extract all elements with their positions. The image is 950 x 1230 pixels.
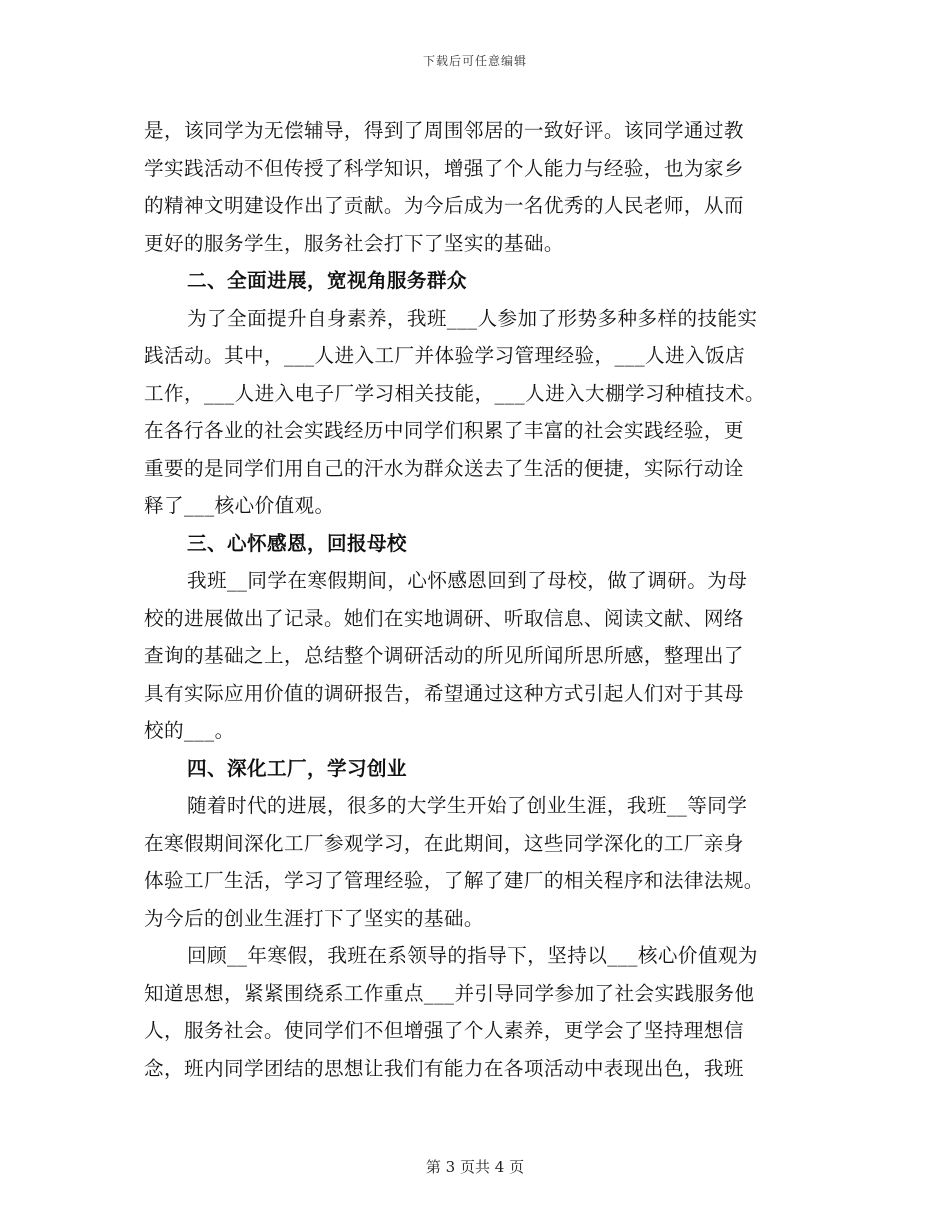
text-line: 校的进展做出了记录。她们在实地调研、听取信息、阅读文献、网络 <box>144 606 744 630</box>
text-line: 在各行各业的社会实践经历中同学们积累了丰富的社会实践经验，更 <box>144 419 744 442</box>
text-line: 释了___核心价值观。 <box>144 494 335 517</box>
text-line: 工作，___人进入电子厂学习相关技能，___人进入大棚学习种植技术。 <box>144 381 766 405</box>
text-line: 重要的是同学们用自己的汗水为群众送去了生活的便捷，实际行动诠 <box>144 456 744 480</box>
text-line: 学实践活动不但传授了科学知识，增强了个人能力与经验，也为家乡 <box>144 156 744 180</box>
text-line: 在寒假期间深化工厂参观学习，在此期间，这些同学深化的工厂亲身 <box>144 831 744 855</box>
text-line: 体验工厂生活，学习了管理经验，了解了建厂的相关程序和法律法规。 <box>144 869 764 892</box>
text-line: 念，班内同学团结的思想让我们有能力在各项活动中表现出色，我班 <box>144 1056 744 1080</box>
paragraph-first-line: 我班__同学在寒假期间，心怀感恩回到了母校，做了调研。为母 <box>187 569 748 592</box>
text-line: 践活动。其中，___人进入工厂并体验学习管理经验，___人进入饭店 <box>144 344 746 367</box>
page-header: 下载后可任意编辑 <box>422 54 527 68</box>
section-heading: 四、深化工厂，学习创业 <box>187 756 407 780</box>
text-line: 查询的基础之上，总结整个调研活动的所见所闻所思所感，整理出了 <box>144 644 744 667</box>
section-heading: 二、全面进展，宽视角服务群众 <box>187 269 467 292</box>
text-line: 是，该同学为无偿辅导，得到了周围邻居的一致好评。该同学通过教 <box>144 119 744 142</box>
paragraph-first-line: 随着时代的进展，很多的大学生开始了创业生涯，我班__等同学 <box>187 794 748 817</box>
page-number-footer: 第 3 页共 4 页 <box>425 1158 525 1176</box>
paragraph-first-line: 回顾__年寒假，我班在系领导的指导下，坚持以___核心价值观为 <box>187 944 758 967</box>
text-line: 人，服务社会。使同学们不但增强了个人素养，更学会了坚持理想信 <box>144 1019 744 1042</box>
text-line: 具有实际应用价值的调研报告，希望通过这种方式引起人们对于其母 <box>144 681 744 705</box>
text-line: 更好的服务学生，服务社会打下了坚实的基础。 <box>144 231 564 255</box>
text-line: 的精神文明建设作出了贡献。为今后成为一名优秀的人民老师，从而 <box>144 194 744 217</box>
text-line: 知道思想，紧紧围绕系工作重点___并引导同学参加了社会实践服务他 <box>144 981 755 1005</box>
text-line: 校的___。 <box>144 719 235 742</box>
document-body <box>144 112 804 1087</box>
section-heading: 三、心怀感恩，回报母校 <box>187 531 407 555</box>
paragraph-first-line: 为了全面提升自身素养，我班___人参加了形势多种多样的技能实 <box>187 306 758 330</box>
text-line: 为今后的创业生涯打下了坚实的基础。 <box>144 906 484 930</box>
